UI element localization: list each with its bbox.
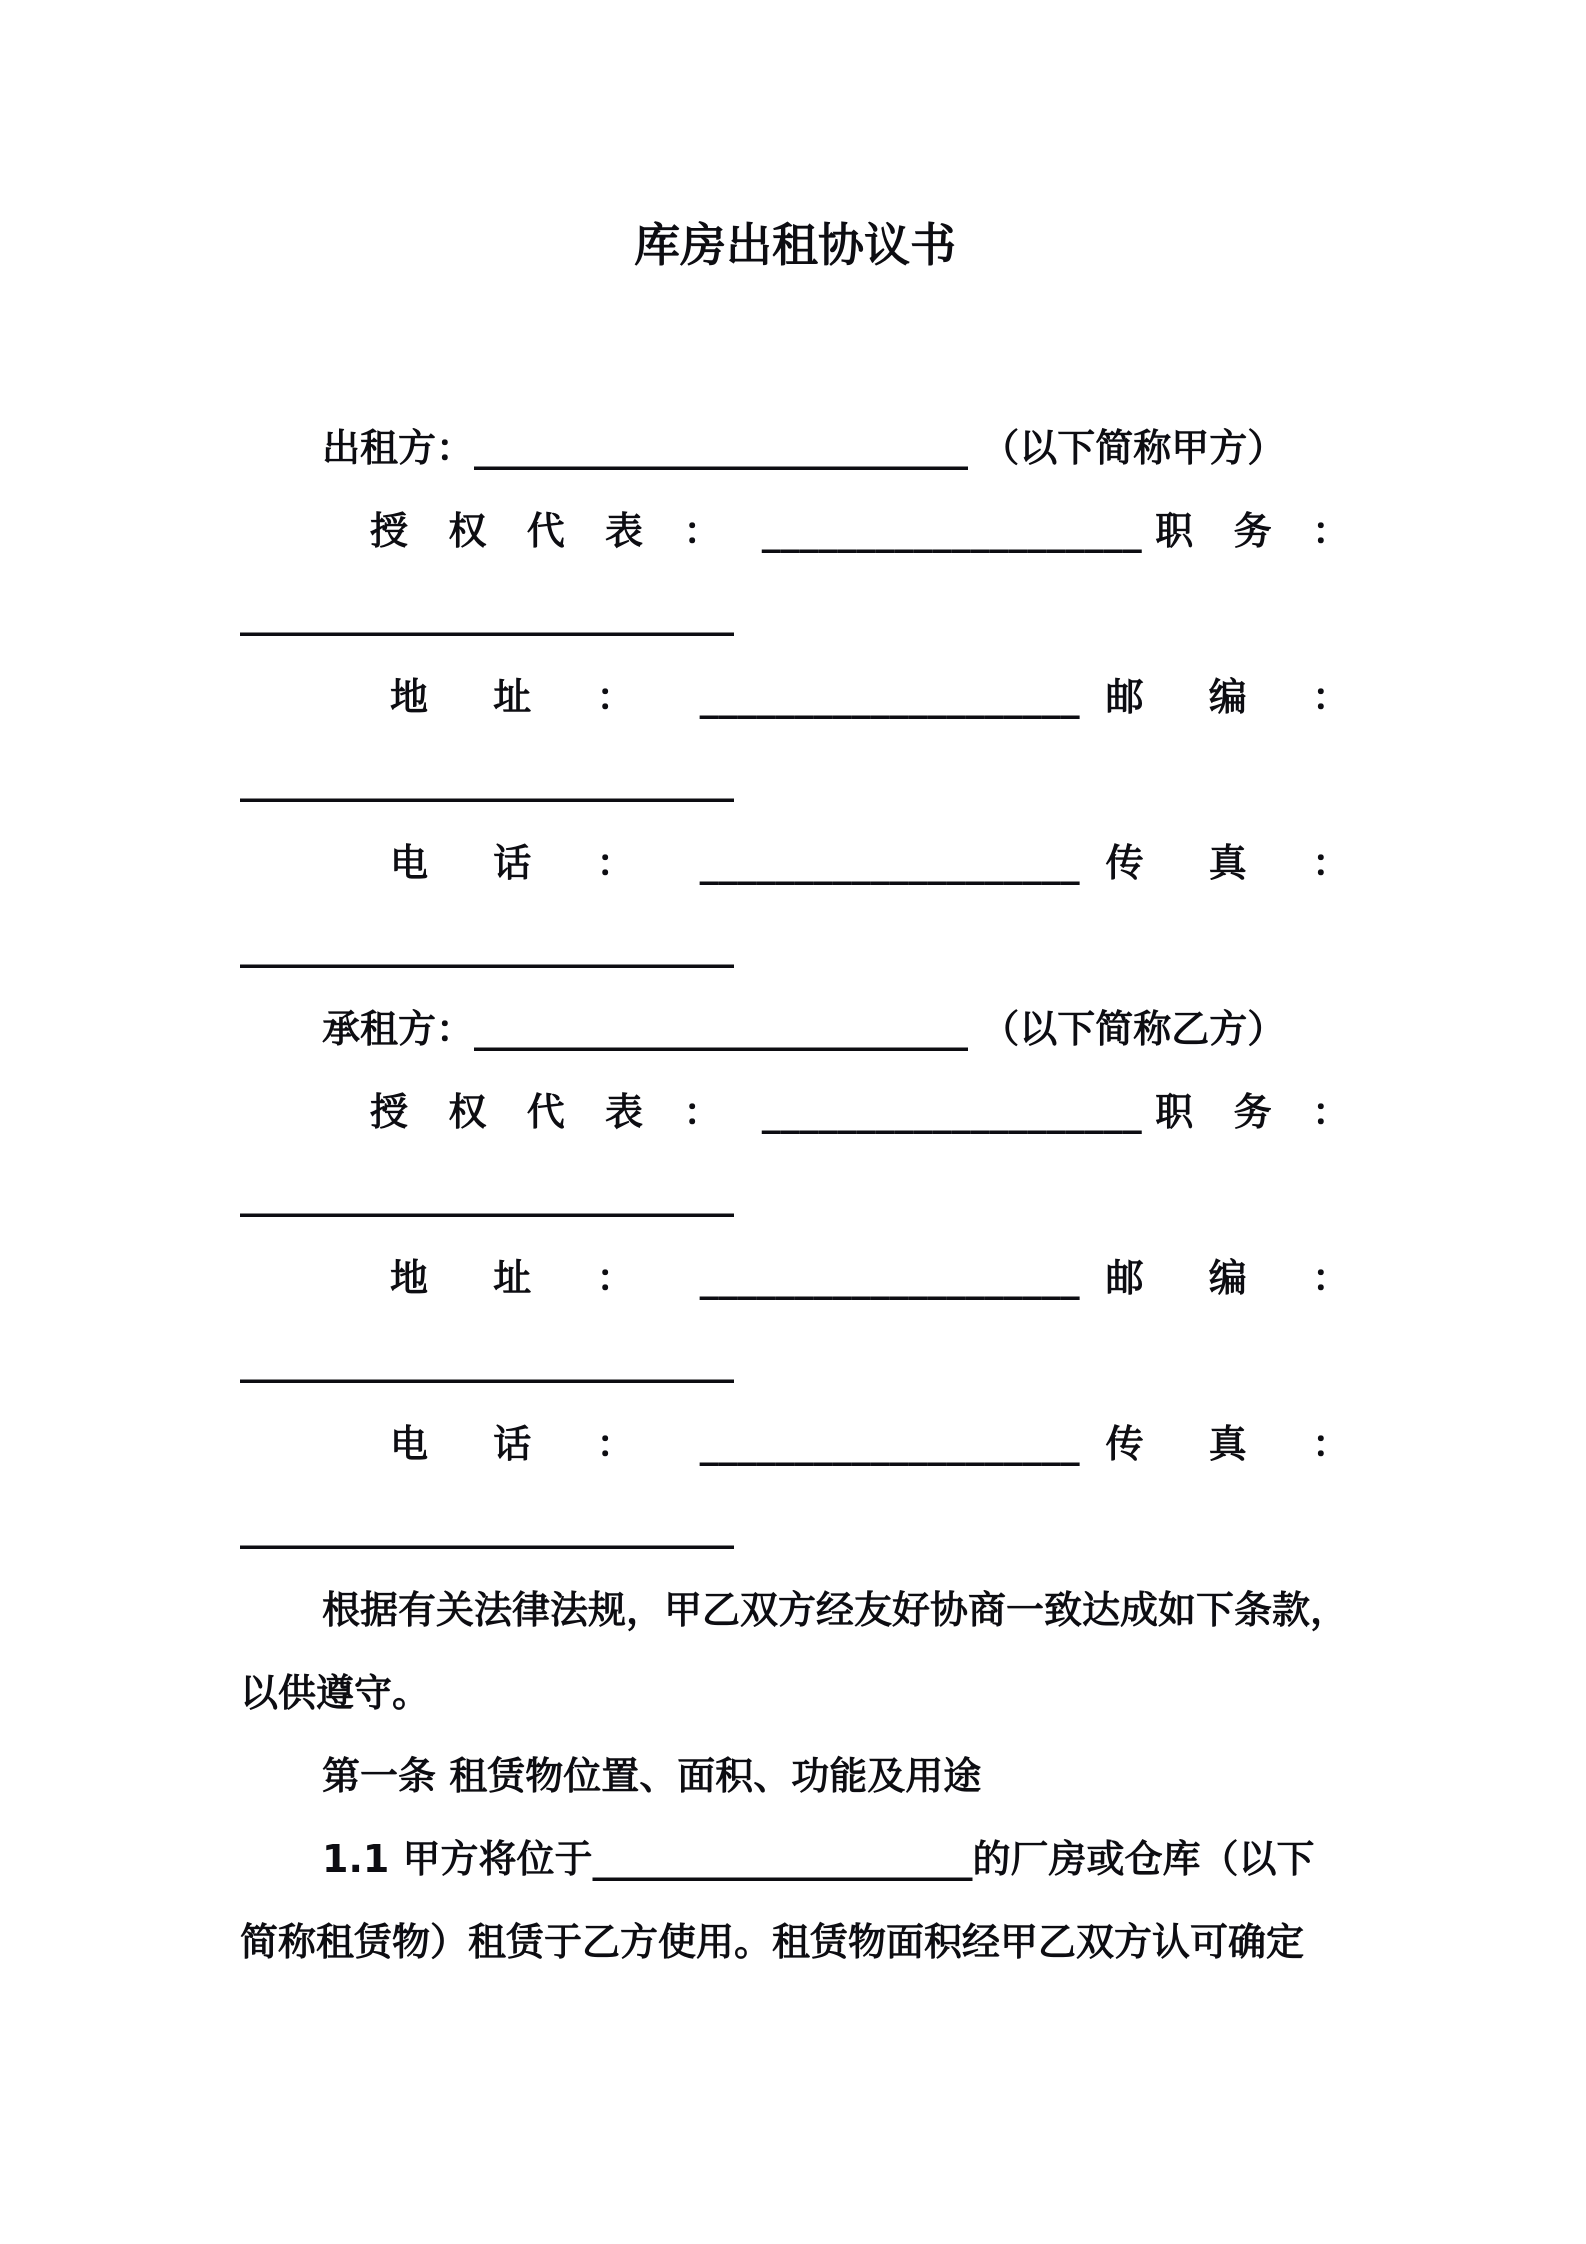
fill-blank-line: __________________________ xyxy=(240,1173,734,1217)
party-a-representative-line: 授 权 代 表 ： ____________________职 务 ： xyxy=(370,509,1350,553)
clause-1-1-line-1: 1.1 甲方将位于____________________的厂房或仓库（以下 xyxy=(322,1837,1315,1881)
fill-blank-line: __________________________ xyxy=(240,1505,734,1549)
party-a-address-line: 地 址 ： ____________________邮 编 ： xyxy=(390,675,1350,719)
party-b-address-line: 地 址 ： ____________________邮 编 ： xyxy=(390,1256,1350,1300)
party-b-phone-line: 电 话 ： ____________________传 真 ： xyxy=(390,1422,1350,1466)
fill-blank-line: __________________________ xyxy=(240,592,734,636)
party-b-representative-line: 授 权 代 表 ： ____________________职 务 ： xyxy=(370,1090,1350,1134)
party-b-line: 承租方：__________________________ （以下简称乙方） xyxy=(322,1007,1286,1051)
fill-blank-line: __________________________ xyxy=(240,1339,734,1383)
fill-blank-line: __________________________ xyxy=(240,924,734,968)
article-1-heading: 第一条 租赁物位置、面积、功能及用途 xyxy=(322,1754,982,1798)
party-a-phone-line: 电 话 ： ____________________传 真 ： xyxy=(390,841,1350,885)
preamble-line-2: 以供遵守。 xyxy=(240,1671,431,1715)
clause-1-1-line-2: 简称租赁物）租赁于乙方使用。租赁物面积经甲乙双方认可确定 xyxy=(240,1920,1305,1964)
preamble-line-1: 根据有关法律法规，甲乙双方经友好协商一致达成如下条款， xyxy=(322,1588,1349,1632)
fill-blank-line: __________________________ xyxy=(240,758,734,802)
page-title: 库房出租协议书 xyxy=(634,218,956,272)
party-a-line: 出租方：__________________________ （以下简称甲方） xyxy=(322,426,1286,470)
